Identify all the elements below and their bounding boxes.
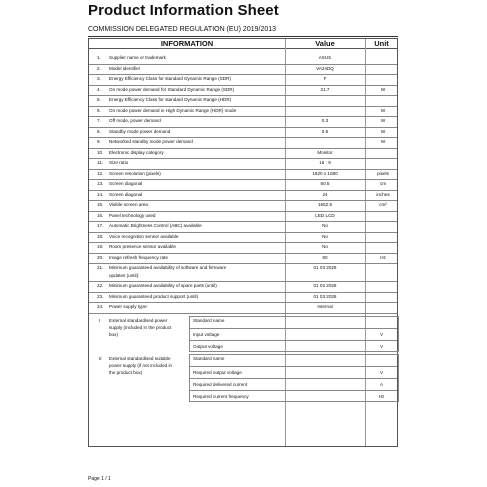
row-unit: cm (379, 181, 387, 186)
row-unit: W (380, 86, 386, 92)
table-row (89, 242, 397, 253)
table-row (89, 263, 397, 281)
suitable-psu-field-label: Required delivered current (193, 381, 248, 387)
suitable-psu-field-label: Standard name (193, 355, 225, 361)
row-unit: Hz (380, 254, 386, 260)
row-number: 8. (97, 128, 101, 134)
row-number: 12. (97, 170, 104, 176)
row-number: 2. (97, 65, 101, 71)
row-divider (89, 313, 397, 314)
row-label: Automatic Brightness Control (ABC) available (109, 223, 202, 228)
row-unit: W (380, 118, 386, 123)
row-value: 60.5 (320, 181, 330, 186)
row-number: 13. (97, 181, 104, 186)
table-row (89, 211, 397, 222)
page-subtitle: COMMISSION DELEGATED REGULATION (EU) 2019/2013 (88, 26, 277, 33)
row-number: 11. (97, 160, 104, 165)
header-value: Value (315, 39, 335, 48)
row-value: 01 03 2029 (313, 265, 337, 270)
row-unit: inches (376, 191, 390, 197)
external-psu-description: External standardised power (109, 317, 168, 323)
row-value: No (322, 233, 328, 239)
row-label: Networked standby mode power demand (109, 139, 193, 144)
external-psu-field-unit: V (379, 343, 384, 349)
row-unit: W (380, 107, 386, 113)
suitable-psu-description: the product box) (109, 369, 143, 375)
row-number: 7. (97, 118, 101, 123)
suitable-psu-field-unit: V (379, 369, 384, 375)
table-row (89, 64, 397, 75)
row-label: Minimum guaranteed product support (until) (109, 293, 199, 299)
row-number: 19. (97, 244, 104, 249)
table-row (89, 232, 397, 243)
row-unit: W (380, 128, 386, 134)
suitable-psu-field-label: Required current frequency (193, 393, 249, 399)
header-unit: Unit (374, 39, 389, 48)
row-value: LED LCD (315, 212, 335, 218)
suitable-psu-field-divider (189, 378, 397, 379)
row-value: 60 (322, 254, 328, 260)
table-row (89, 190, 397, 201)
row-number: 17. (97, 223, 104, 228)
row-label: Energy Efficiency Class for standard Dynamic Range (SDR) (109, 76, 231, 81)
row-value: 0.3 (321, 118, 329, 123)
row-label: Panel technology used (109, 212, 156, 218)
suitable-psu-description: External standardised suitable (109, 355, 171, 361)
row-value: VA24DQ (316, 65, 334, 71)
row-value: No (322, 244, 328, 249)
external-psu-field-unit: V (379, 331, 384, 337)
row-value: No (322, 223, 328, 228)
suitable-psu-field-unit: Hz (378, 393, 385, 399)
row-value: Internal (317, 304, 333, 309)
table-row (89, 106, 397, 117)
row-label: Standby mode power demand (109, 128, 171, 134)
row-value: 01 03 2028 (313, 293, 337, 299)
row-value: ASUS (318, 55, 332, 60)
row-unit: pixels (377, 170, 389, 176)
row-value: F (323, 76, 327, 81)
table-row (89, 116, 397, 127)
table-row (89, 158, 397, 169)
row-value: 21.7 (320, 86, 330, 92)
suitable-psu-description: power supply (if not included in (109, 362, 173, 368)
row-number: 5. (97, 97, 101, 102)
table-row (89, 53, 397, 64)
row-value: Monitor (317, 149, 333, 155)
external-psu-description: box) (109, 331, 118, 337)
row-label: Minimum guaranteed availability of software and firmware (109, 265, 227, 270)
header-rule (89, 48, 397, 49)
row-unit: cm² (379, 202, 387, 207)
table-row (89, 148, 397, 159)
row-number: 9. (97, 139, 101, 144)
row-label: Model identifier (109, 65, 141, 71)
row-number: 22. (97, 283, 104, 288)
row-number: 20. (97, 254, 104, 260)
row-value: 1920 x 1080 (312, 170, 338, 176)
row-label-continued: updates (until): (109, 273, 140, 278)
suitable-psu-field-label: Required output voltage (193, 369, 242, 375)
table-row (89, 169, 397, 180)
table-row (89, 74, 397, 85)
row-label: Image refresh frequency rate (109, 254, 168, 260)
suitable-psu-field-divider (189, 366, 397, 367)
row-label: Voice recognition sensor available (109, 233, 179, 239)
suitable-psu-field-divider (189, 390, 397, 391)
row-label: Screen diagonal (109, 191, 143, 197)
row-number: 16. (97, 212, 104, 218)
table-row (89, 85, 397, 96)
row-number: 21. (97, 265, 104, 270)
row-value: 16 : 9 (319, 160, 331, 165)
external-psu-number: I (99, 317, 101, 323)
row-value: 24 (322, 191, 328, 197)
row-label: Size ratio (109, 160, 129, 165)
row-number: 4. (97, 86, 101, 92)
header-information: INFORMATION (160, 39, 214, 48)
external-psu-field-label: Input voltage (193, 331, 220, 337)
external-psu-description: supply (included in the product (109, 324, 172, 330)
row-number: 14. (97, 191, 104, 197)
row-label: Electronic display category (109, 149, 164, 155)
suitable-psu-number: II (99, 355, 102, 361)
row-label: Supplier name or trademark (109, 55, 166, 60)
row-label: Screen resolution (pixels) (109, 170, 161, 176)
page-title: Product Information Sheet (88, 2, 279, 19)
row-value: 01 03 2028 (313, 283, 337, 288)
table-row (89, 127, 397, 138)
row-number: 6. (97, 107, 101, 113)
table-row (89, 281, 397, 292)
page-footer: Page 1 / 1 (88, 476, 111, 482)
row-value: 1652.5 (317, 202, 333, 207)
row-label: Off mode, power demand (109, 118, 161, 123)
external-psu-field-divider (189, 328, 397, 329)
row-unit: W (380, 139, 386, 144)
row-number: 1. (97, 55, 101, 60)
row-label: On mode power demand for Standard Dynamic Range (SDR) (109, 86, 235, 92)
row-label: On mode power demand in High Dynamic Range (HDR) mode (109, 107, 237, 113)
table-row (89, 221, 397, 232)
info-table (88, 38, 398, 447)
row-label: Minimum guaranteed availability of spare parts (until) (109, 283, 217, 288)
row-label: Screen diagonal (109, 181, 143, 186)
external-psu-field-label: Standard name (193, 317, 225, 323)
table-row (89, 137, 397, 148)
table-row (89, 253, 397, 264)
row-label: Room presence sensor available (109, 244, 176, 249)
row-number: 24. (97, 304, 104, 309)
external-psu-field-label: Output voltage (193, 343, 223, 349)
row-number: 10. (97, 149, 104, 155)
suitable-psu-field-unit: A (379, 381, 384, 387)
row-number: 3. (97, 76, 101, 81)
row-label: Power supply type: (109, 304, 148, 309)
table-row (89, 302, 397, 313)
row-number: 15. (97, 202, 104, 207)
row-number: 23. (97, 293, 104, 299)
subtitle-rule (88, 36, 398, 37)
table-row (89, 200, 397, 211)
row-number: 18. (97, 233, 104, 239)
table-row (89, 292, 397, 303)
row-label: Energy Efficiency Class for standard Dynamic Range (HDR) (109, 97, 232, 102)
external-psu-field-divider (189, 340, 397, 341)
table-row (89, 95, 397, 106)
row-label: Visible screen area (109, 202, 148, 207)
table-row (89, 179, 397, 190)
row-value: 0.5 (321, 128, 329, 134)
